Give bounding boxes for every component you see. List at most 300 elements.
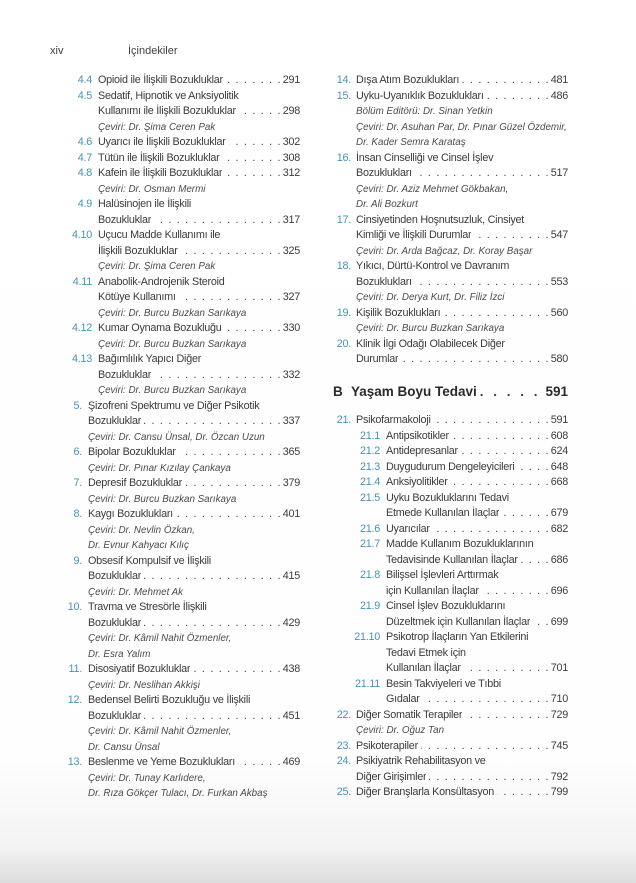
dot-leader xyxy=(461,444,550,460)
entry-number: 14. xyxy=(336,74,351,86)
toc-entry xyxy=(333,444,568,460)
entry-title: Kumar Oynama Bozukluğu xyxy=(98,322,222,334)
entry-number: 4.12 xyxy=(71,322,92,334)
entry-line xyxy=(88,709,300,725)
entry-body xyxy=(356,413,568,429)
entry-body xyxy=(98,275,300,322)
credit-line: Dr. Evnur Kahyacı Kılıç xyxy=(88,540,189,551)
entry-number: 13. xyxy=(67,756,82,768)
entry-number: 20. xyxy=(336,337,351,350)
page-ref: 469 xyxy=(282,756,300,768)
page-ref: 547 xyxy=(550,229,568,241)
entry-number: 19. xyxy=(336,306,351,319)
toc-entry xyxy=(50,662,300,693)
entry-title: Bozukluklar xyxy=(88,709,142,722)
toc-entry xyxy=(333,89,568,151)
entry-line xyxy=(88,445,300,461)
entry-line: Besin Takviyeleri ve Tıbbi xyxy=(386,677,501,690)
dot-leader xyxy=(518,460,550,476)
entry-number: 4.7 xyxy=(77,151,92,164)
credit-line: Çeviri: Dr. Burcu Buzkan Sarıkaya xyxy=(88,493,237,505)
entry-body xyxy=(356,73,568,89)
toc-entry xyxy=(50,321,300,352)
toc-entry xyxy=(50,476,300,507)
page-ref: 648 xyxy=(550,460,568,473)
toc-entry xyxy=(333,785,568,801)
credit-line: Bölüm Editörü: Dr. Sinan Yetkin xyxy=(356,106,493,117)
entry-line xyxy=(88,476,300,492)
entry-body xyxy=(356,306,568,337)
entry-line xyxy=(98,166,300,182)
dot-leader xyxy=(415,166,550,182)
entry-line xyxy=(98,290,300,306)
credit-line: Çeviri: Dr. Şima Ceren Pak xyxy=(98,121,216,133)
entry-body xyxy=(386,522,568,538)
dot-leader xyxy=(185,476,282,492)
entry-body xyxy=(88,399,300,446)
toc-entry xyxy=(333,491,568,522)
entry-body xyxy=(98,321,300,352)
entry-number: 23. xyxy=(336,739,351,752)
entry-number: 25. xyxy=(336,786,351,798)
dot-leader xyxy=(482,584,550,600)
toc-entry xyxy=(333,739,568,755)
toc-entry xyxy=(50,352,300,399)
toc-entry xyxy=(333,306,568,337)
page-ref: 327 xyxy=(282,291,300,303)
page-ref: 325 xyxy=(282,244,300,257)
entry-title: Beslenme ve Yeme Bozuklukları xyxy=(88,756,235,768)
toc-columns xyxy=(50,73,568,802)
entry-title: Düzeltmek için Kullanılan İlaçlar xyxy=(386,615,531,628)
entry-title: Duygudurum Dengeleyicileri xyxy=(386,460,515,473)
toc-entry xyxy=(50,73,300,89)
entry-title: Kullanımı ile İlişkili Bozukluklar xyxy=(98,105,236,117)
toc-entry xyxy=(333,754,568,785)
toc-entry xyxy=(333,568,568,599)
dot-leader xyxy=(452,429,550,445)
toc-entry xyxy=(333,630,568,677)
entry-number: 24. xyxy=(336,755,351,767)
toc-entry xyxy=(50,166,300,197)
page-ref: 401 xyxy=(282,508,300,520)
credit-line: Çeviri: Dr. Burcu Buzkan Sarıkaya xyxy=(356,323,505,334)
dot-leader xyxy=(223,151,282,167)
page-ref: 291 xyxy=(282,74,300,86)
entry-number: 4.9 xyxy=(77,198,92,210)
page-ref: 560 xyxy=(550,306,568,319)
page-ref: 379 xyxy=(282,477,300,489)
dot-leader xyxy=(521,553,550,569)
entry-body xyxy=(356,89,568,151)
entry-number: 21.2 xyxy=(359,445,380,457)
entry-number: 4.5 xyxy=(77,89,92,102)
page-ref: 312 xyxy=(282,167,300,179)
entry-number: 22. xyxy=(336,708,351,721)
dot-leader xyxy=(464,661,550,677)
entry-line xyxy=(356,228,568,244)
toc-entry xyxy=(333,73,568,89)
toc-entry xyxy=(50,228,300,275)
toc-entry xyxy=(50,89,300,136)
entry-line xyxy=(386,444,568,460)
credit-line: Dr. Ali Bozkurt xyxy=(356,199,418,210)
entry-body xyxy=(98,135,300,151)
page-ref: 701 xyxy=(550,662,568,674)
dot-leader xyxy=(144,709,282,725)
page-ref: 415 xyxy=(282,570,300,582)
dot-leader xyxy=(474,228,549,244)
page-number-label: xiv xyxy=(50,45,64,57)
toc-entry xyxy=(333,460,568,476)
entry-line: Sedatif, Hipnotik ve Anksiyolitik xyxy=(98,89,239,102)
credit-line: Dr. Rıza Gökçer Tulacı, Dr. Furkan Akbaş xyxy=(88,788,268,799)
entry-body xyxy=(88,600,300,662)
entry-title: Bozukluklar xyxy=(88,616,142,629)
dot-leader xyxy=(401,352,549,368)
credit-line: Çeviri: Dr. Arda Bağcaz, Dr. Koray Başar xyxy=(356,245,533,257)
credit-line: Dr. Cansu Ünsal xyxy=(88,741,160,753)
toc-entry xyxy=(50,275,300,322)
credit-line: Çeviri: Dr. Mehmet Ak xyxy=(88,586,184,598)
entry-line: Travma ve Stresörle İlişkili xyxy=(88,601,207,613)
page-ref: 682 xyxy=(550,522,568,535)
entry-line xyxy=(88,616,300,632)
entry-number: 9. xyxy=(73,554,82,567)
entry-number: 21.4 xyxy=(359,476,380,488)
dot-leader xyxy=(429,770,549,786)
page-ref: 486 xyxy=(550,89,568,102)
entry-line xyxy=(88,662,300,678)
toc-entry xyxy=(50,554,300,601)
page-ref: 553 xyxy=(550,275,568,288)
entry-number: 21.8 xyxy=(359,569,380,581)
page-ref: 686 xyxy=(550,553,568,566)
entry-line xyxy=(98,73,300,89)
entry-number: 21.11 xyxy=(355,677,380,690)
entry-body xyxy=(386,429,568,445)
dot-leader xyxy=(176,507,282,523)
entry-body xyxy=(356,754,568,785)
entry-line: Uyku Bozukluklarını Tedavi xyxy=(386,491,509,504)
entry-title: için Kullanılan İlaçlar xyxy=(386,584,479,597)
toc-entry xyxy=(333,213,568,260)
entry-line xyxy=(386,692,568,708)
entry-title: Anksiyolitikler xyxy=(386,476,448,488)
entry-title: Tedavisinde Kullanılan İlaçlar xyxy=(386,553,518,566)
credit-line: Çeviri: Dr. Kâmil Nahit Özmenler, xyxy=(88,633,232,644)
entry-body xyxy=(98,197,300,228)
toc-left-column xyxy=(50,73,300,802)
toc-entry xyxy=(50,445,300,476)
entry-line xyxy=(88,755,300,771)
entry-line: Yıkıcı, Dürtü-Kontrol ve Davranım xyxy=(356,260,510,272)
entry-line: Psikotrop İlaçların Yan Etkilerini xyxy=(386,631,529,643)
dot-leader xyxy=(226,73,282,89)
entry-body xyxy=(386,460,568,476)
entry-line: Klinik İlgi Odağı Olabilecek Diğer xyxy=(356,337,505,350)
page-ref: 580 xyxy=(550,353,568,365)
toc-right-column xyxy=(333,73,568,801)
entry-title: Antidepresanlar xyxy=(386,445,458,457)
entry-number: 11. xyxy=(68,663,82,675)
entry-title: Tütün ile İlişkili Bozukluklar xyxy=(98,151,220,164)
page-ref: 330 xyxy=(282,322,300,334)
entry-line xyxy=(386,429,568,445)
dot-leader xyxy=(239,104,282,120)
entry-line: Bilişsel İşlevleri Arttırmak xyxy=(386,569,499,581)
entry-number: 16. xyxy=(336,151,351,164)
entry-title: Psikoterapiler xyxy=(356,739,418,752)
toc-entry xyxy=(333,151,568,213)
entry-body xyxy=(386,491,568,522)
entry-line xyxy=(98,135,300,151)
entry-body xyxy=(88,662,300,693)
entry-number: 17. xyxy=(336,213,351,226)
page-ref: 608 xyxy=(550,429,568,442)
page-ref: 591 xyxy=(550,414,568,426)
entry-number: 5. xyxy=(73,399,82,412)
page-ref: 679 xyxy=(550,507,568,519)
entry-line xyxy=(356,770,568,786)
entry-body xyxy=(88,507,300,554)
entry-line xyxy=(98,244,300,260)
entry-title: Kafein ile İlişkili Bozukluklar xyxy=(98,167,223,179)
entry-body xyxy=(386,568,568,599)
entry-line xyxy=(98,151,300,167)
credit-line: Çeviri: Dr. Kâmil Nahit Özmenler, xyxy=(88,726,232,737)
entry-line: İnsan Cinselliği ve Cinsel İşlev xyxy=(356,151,494,164)
toc-entry xyxy=(50,151,300,167)
entry-title: Opioid ile İlişkili Bozukluklar xyxy=(98,74,223,86)
entry-number: 4.8 xyxy=(77,167,92,179)
entry-line xyxy=(98,368,300,384)
dot-leader xyxy=(144,569,282,585)
dot-leader xyxy=(415,275,550,291)
entry-body xyxy=(88,476,300,507)
entry-title: Durumlar xyxy=(356,353,399,365)
entry-body xyxy=(386,444,568,460)
credit-line: Dr. Kader Semra Karataş xyxy=(356,137,466,148)
entry-body xyxy=(356,708,568,739)
header-title: İçindekiler xyxy=(128,45,178,57)
entry-line xyxy=(98,213,300,229)
toc-entry xyxy=(50,399,300,446)
entry-number: 4.10 xyxy=(71,229,92,241)
entry-line: Anabolik-Androjenik Steroid xyxy=(98,275,225,288)
credit-line: Çeviri: Dr. Asuhan Par, Dr. Pınar Güzel Özdemir, xyxy=(356,121,567,133)
toc-entry xyxy=(50,600,300,662)
credit-line: Çeviri: Dr. Pınar Kızılay Çankaya xyxy=(88,462,231,474)
dot-leader xyxy=(225,166,281,182)
entry-number: 4.13 xyxy=(71,353,92,365)
entry-title: Bozuklukları xyxy=(356,167,412,179)
entry-body xyxy=(98,89,300,136)
entry-line: Halüsinojen ile İlişkili xyxy=(98,198,192,210)
entry-body xyxy=(386,537,568,568)
entry-body xyxy=(386,599,568,630)
entry-body xyxy=(356,785,568,801)
entry-body xyxy=(98,73,300,89)
entry-number: 4.4 xyxy=(77,74,92,86)
entry-line: Uçucu Madde Kullanımı ile xyxy=(98,229,221,241)
entry-body xyxy=(386,630,568,677)
dot-leader xyxy=(229,135,282,151)
entry-line xyxy=(356,306,568,322)
dot-leader xyxy=(154,368,282,384)
toc-entry xyxy=(333,522,568,538)
entry-title: Etmede Kullanılan İlaçlar xyxy=(386,507,500,519)
toc-entry xyxy=(50,507,300,554)
entry-body xyxy=(386,475,568,491)
entry-number: 8. xyxy=(73,508,82,520)
toc-entry xyxy=(333,677,568,708)
dot-leader xyxy=(181,244,282,260)
entry-title: Bozukluklar xyxy=(88,570,142,582)
entry-line xyxy=(386,661,568,677)
entry-title: Bozukluklar xyxy=(98,213,152,226)
entry-number: 21.3 xyxy=(359,460,380,473)
dot-leader xyxy=(434,413,550,429)
page-ref: 799 xyxy=(550,786,568,798)
page-ref: 699 xyxy=(550,615,568,628)
entry-title: Bipolar Bozukluklar xyxy=(88,446,176,458)
entry-title: Kimliği ve İlişkili Durumlar xyxy=(356,229,472,241)
entry-title: Uyarıcılar xyxy=(386,522,430,535)
page-ref: 298 xyxy=(282,105,300,117)
dot-leader xyxy=(487,89,550,105)
entry-line xyxy=(356,275,568,291)
entry-body xyxy=(356,213,568,260)
page-ref: 668 xyxy=(550,476,568,488)
toc-entry xyxy=(333,708,568,739)
page-ref: 624 xyxy=(550,445,568,457)
dot-leader xyxy=(443,306,549,322)
entry-line xyxy=(386,553,568,569)
entry-line: Cinsiyetinden Hoşnutsuzluk, Cinsiyet xyxy=(356,213,525,226)
toc-entry xyxy=(50,755,300,802)
credit-line: Çeviri: Dr. Oğuz Tan xyxy=(356,725,445,736)
entry-body xyxy=(98,228,300,275)
toc-entry xyxy=(333,475,568,491)
entry-number: 6. xyxy=(73,446,82,458)
page-ref: 451 xyxy=(282,709,300,722)
entry-line: Obsesif Kompulsif ve İlişkili xyxy=(88,554,211,567)
entry-line: Bedensel Belirti Bozukluğu ve İlişkili xyxy=(88,694,251,706)
entry-line xyxy=(356,708,568,724)
entry-title: Bozuklukları xyxy=(356,275,412,288)
toc-entry xyxy=(333,429,568,445)
entry-line: Cinsel İşlev Bozukluklarını xyxy=(386,600,506,612)
entry-title: Bozukluklar xyxy=(88,415,142,427)
page-ref: 517 xyxy=(550,167,568,179)
toc-entry xyxy=(50,135,300,151)
dot-leader xyxy=(179,290,282,306)
dot-leader xyxy=(502,506,550,522)
entry-title: Kullanılan İlaçlar xyxy=(386,662,461,674)
credit-line: Çeviri: Dr. Derya Kurt, Dr. Filiz İzci xyxy=(356,292,505,303)
credit-line: Çeviri: Dr. Burcu Buzkan Sarıkaya xyxy=(98,307,247,319)
dot-leader xyxy=(193,662,281,678)
entry-line xyxy=(386,460,568,476)
toc-entry xyxy=(333,259,568,306)
entry-title: İlişkili Bozukluklar xyxy=(98,244,178,257)
dot-leader xyxy=(451,475,550,491)
dot-leader xyxy=(225,321,282,337)
part-title: Yaşam Boyu Tedavi xyxy=(351,383,477,399)
entry-line xyxy=(356,785,568,801)
page-ref: 332 xyxy=(282,368,300,381)
entry-title: Kötüye Kullanımı xyxy=(98,291,176,303)
toc-entry xyxy=(333,413,568,429)
entry-line: Psikiyatrik Rehabilitasyon ve xyxy=(356,755,486,767)
entry-line xyxy=(356,413,568,429)
entry-line xyxy=(386,522,568,538)
entry-title: Psikofarmakoloji xyxy=(356,414,431,426)
entry-line xyxy=(386,615,568,631)
credit-line: Çeviri: Dr. Tunay Karlıdere, xyxy=(88,772,206,784)
entry-title: Dışa Atım Bozuklukları xyxy=(356,74,460,86)
entry-title: Bozukluklar xyxy=(98,368,152,381)
entry-body xyxy=(356,259,568,306)
entry-body xyxy=(356,337,568,368)
page-ref: 365 xyxy=(282,446,300,458)
entry-title: Uyku-Uyanıklık Bozuklukları xyxy=(356,89,484,102)
entry-number: 21.7 xyxy=(359,538,380,550)
dot-leader xyxy=(421,739,550,755)
credit-line: Çeviri: Dr. Burcu Buzkan Sarıkaya xyxy=(98,385,247,396)
entry-number: 21. xyxy=(336,414,351,426)
entry-body xyxy=(386,677,568,708)
entry-body xyxy=(88,445,300,476)
dot-leader xyxy=(423,692,550,708)
page-ref: 710 xyxy=(550,693,568,705)
entry-number: 4.11 xyxy=(72,275,92,288)
credit-line: Çeviri: Dr. Şima Ceren Pak xyxy=(98,261,216,272)
page-ref: 481 xyxy=(550,74,568,86)
entry-line xyxy=(386,475,568,491)
toc-entry xyxy=(333,337,568,368)
entry-title: Depresif Bozukluklar xyxy=(88,477,183,489)
page-ref: 302 xyxy=(282,136,300,148)
dot-leader xyxy=(497,785,550,801)
entry-line: Madde Kullanım Bozukluklarının xyxy=(386,538,534,550)
part-letter: B xyxy=(333,383,343,399)
page-ref: 729 xyxy=(550,708,568,721)
entry-line: Tedavi Etmek için xyxy=(386,646,466,659)
page-ref: 696 xyxy=(550,584,568,597)
entry-line xyxy=(386,584,568,600)
entry-title: Kişilik Bozuklukları xyxy=(356,306,441,319)
entry-line: Bağımlılık Yapıcı Diğer xyxy=(98,353,202,365)
toc-entry xyxy=(333,537,568,568)
entry-line xyxy=(386,506,568,522)
toc-entry xyxy=(333,599,568,630)
entry-line xyxy=(88,507,300,523)
page-ref: 438 xyxy=(282,663,300,675)
entry-number: 10. xyxy=(67,601,82,613)
dot-leader xyxy=(144,414,282,430)
dot-leader xyxy=(465,708,549,724)
page-ref: 308 xyxy=(282,151,300,164)
entry-line: Şizofreni Spektrumu ve Diğer Psikotik xyxy=(88,399,260,412)
entry-body xyxy=(88,554,300,601)
entry-title: Antipsikotikler xyxy=(386,429,449,442)
entry-title: Kaygı Bozuklukları xyxy=(88,508,173,520)
page-ref: 317 xyxy=(282,213,300,226)
entry-line xyxy=(356,739,568,755)
page-ref: 429 xyxy=(282,616,300,629)
